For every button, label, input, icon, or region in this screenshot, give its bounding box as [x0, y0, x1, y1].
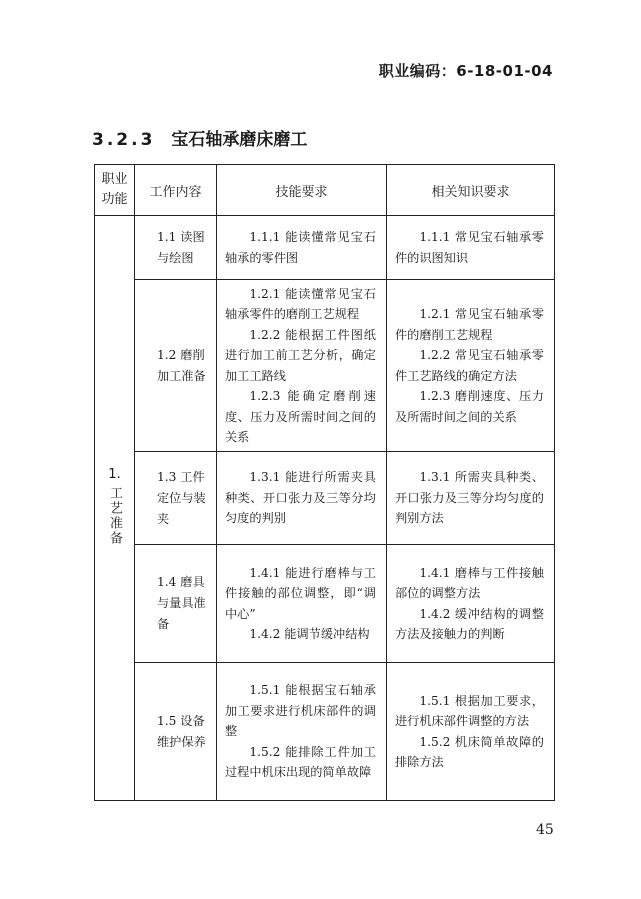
table-row	[95, 545, 555, 663]
knowledge-item: 1.5.1 根据加工要求，进行机床部件调整的方法	[395, 693, 544, 728]
knowledge-cell	[387, 452, 555, 545]
section-title: 宝石轴承磨床磨工	[171, 130, 308, 150]
skill-item: 1.2.3 能确定磨削速度、压力及所需时间之间的关系	[225, 389, 376, 444]
header-function-line1: 职业	[101, 172, 128, 187]
page-number: 45	[536, 822, 554, 838]
knowledge-item: 1.3.1 所需夹具种类、开口张力及三等分均匀度的判别方法	[395, 470, 544, 526]
table-row	[95, 280, 555, 452]
knowledge-cell	[387, 216, 555, 280]
skill-cell	[217, 452, 387, 545]
table-row	[95, 663, 555, 801]
section-number: 3.2.3	[92, 130, 156, 150]
header-knowledge: 相关知识要求	[387, 165, 555, 216]
skill-item: 1.2.1 能读懂常见宝石轴承零件的磨削工艺规程	[225, 286, 376, 321]
content-cell	[135, 663, 217, 801]
knowledge-cell	[387, 663, 555, 801]
content-line2: 维护保养	[157, 734, 206, 749]
skill-cell	[217, 216, 387, 280]
knowledge-item: 1.5.2 机床简单故障的排除方法	[395, 734, 544, 769]
header-content: 工作内容	[135, 165, 217, 216]
skill-cell	[217, 545, 387, 663]
skills-table	[94, 164, 555, 801]
content-line1: 1.3 工件	[157, 469, 205, 484]
skill-item: 1.3.1 能进行所需夹具种类、开口张力及三等分均匀度的判别	[225, 470, 376, 526]
skill-item: 1.1.1 能读懂常见宝石轴承的零件图	[225, 230, 376, 265]
knowledge-item: 1.2.2 常见宝石轴承零件工艺路线的确定方法	[395, 348, 544, 383]
knowledge-item: 1.2.1 常见宝石轴承零件的磨削工艺规程	[395, 307, 544, 342]
content-cell	[135, 452, 217, 545]
header-skill: 技能要求	[217, 165, 387, 216]
table-row	[95, 216, 555, 280]
content-line2: 与量具准备	[157, 596, 206, 631]
knowledge-cell	[387, 545, 555, 663]
section-heading	[92, 125, 307, 150]
function-cell	[95, 216, 135, 801]
content-line1: 1.4 磨具	[157, 575, 205, 589]
skill-cell	[217, 280, 387, 452]
content-cell	[135, 280, 217, 452]
skill-cell	[217, 663, 387, 801]
header-function-line2: 功能	[101, 192, 128, 207]
content-line2: 定位与装夹	[157, 490, 206, 526]
skill-item: 1.4.2 能调节缓冲结构	[249, 627, 370, 641]
content-cell	[135, 545, 217, 663]
knowledge-item: 1.4.1 磨棒与工件接触部位的调整方法	[395, 565, 544, 600]
function-number: 1.	[108, 466, 121, 482]
skill-item: 1.5.1 能根据宝石轴承加工要求进行机床部件的调整	[225, 683, 376, 739]
knowledge-item: 1.1.1 常见宝石轴承零件的识图知识	[395, 230, 544, 265]
content-line2: 加工准备	[157, 368, 206, 383]
knowledge-item: 1.4.2 缓冲结构的调整方法及接触力的判断	[395, 606, 544, 641]
header-function	[95, 165, 135, 216]
skill-item: 1.2.2 能根据工件图纸进行加工前工艺分析，确定加工工路线	[225, 327, 376, 383]
function-name: 工艺准备	[107, 485, 122, 546]
skill-item: 1.5.2 能排除工件加工过程中机床出现的简单故障	[225, 744, 376, 780]
content-cell	[135, 216, 217, 280]
occupation-code: 职业编码：6-18-01-04	[378, 62, 553, 80]
knowledge-item: 1.2.3 磨削速度、压力及所需时间之间的关系	[395, 389, 544, 424]
content-line1: 1.1 读图	[157, 229, 205, 244]
skill-item: 1.4.1 能进行磨棒与工件接触的部位调整，即“调中心”	[225, 565, 376, 621]
knowledge-cell	[387, 280, 555, 452]
table-header-row	[95, 165, 555, 216]
table-row	[95, 452, 555, 545]
content-line2: 与绘图	[157, 250, 194, 265]
content-line1: 1.2 磨削	[157, 347, 205, 362]
content-line1: 1.5 设备	[157, 713, 205, 728]
